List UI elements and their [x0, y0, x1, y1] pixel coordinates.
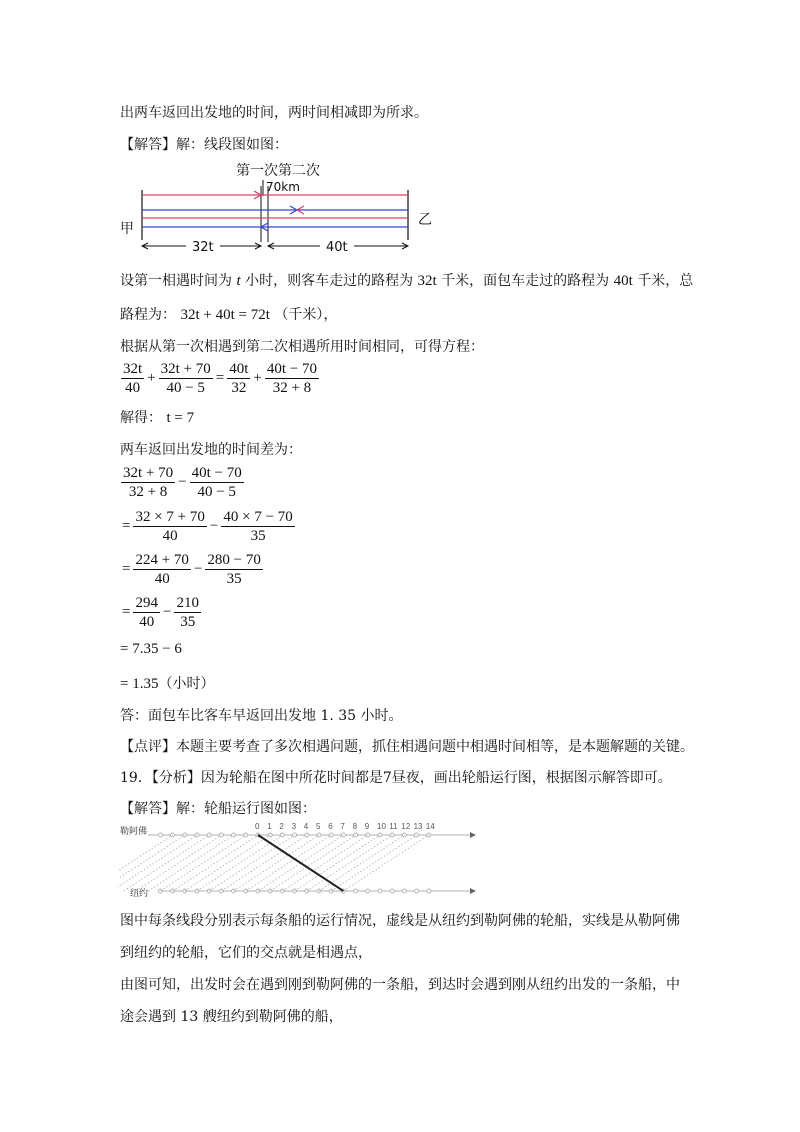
tick-label: 11 [389, 822, 398, 831]
schedule-node [366, 889, 370, 893]
ny-to-lehavre-ship-line [221, 835, 306, 891]
calc-step-3: = $\frac{224 + 70}{40}$ − $\frac{280 - 70}{35}$ [122, 552, 261, 587]
schedule-node [305, 889, 309, 893]
ny-to-lehavre-ship-line [136, 835, 221, 891]
segment-label-40t: 40t [326, 240, 348, 255]
ny-to-lehavre-ship-line [118, 835, 173, 891]
tick-label: 2 [279, 822, 284, 831]
tick-label: 9 [364, 822, 370, 831]
text-line: 由图可知，出发时会在遇到刚到勒阿佛的一条船，到达时会遇到刚从纽约出发的一条船，中 [120, 977, 680, 993]
label-yi: 乙 [418, 212, 432, 228]
tick-label: 13 [413, 822, 423, 831]
ny-to-lehavre-ship-line [295, 835, 380, 891]
ny-to-lehavre-ship-line [246, 835, 331, 891]
schedule-node [427, 889, 431, 893]
tick-label: 3 [291, 822, 297, 831]
diagram-distance-label: 70km [266, 180, 300, 194]
ny-to-lehavre-ship-line [148, 835, 233, 891]
text-line: 出两车返回出发地的时间，两时间相减即为所求。 [120, 105, 428, 121]
station-label-bottom: 纽约 [130, 889, 149, 899]
schedule-node [158, 833, 162, 837]
tick-label: 14 [425, 822, 435, 831]
tick-label: 1 [267, 822, 272, 831]
tick-label: 8 [352, 822, 358, 831]
segment-diagram [118, 158, 438, 258]
answer-heading: 【解答】解：线段图如图： [120, 137, 288, 153]
text-line: 两车返回出发地的时间差为： [120, 442, 302, 458]
tick-label: 4 [303, 822, 309, 831]
tick-label: 12 [401, 822, 411, 831]
segment-label-32t: 32t [192, 240, 214, 255]
ny-to-lehavre-ship-line [307, 835, 392, 891]
schedule-node [219, 889, 223, 893]
ny-to-lehavre-ship-line [270, 835, 355, 891]
equation: $\frac{32t}{40}$ + $\frac{32t + 70}{40 - 5}$ = $\frac{40t}{32}$ + $\frac{40t - 70}{32 + 8}$ [123, 361, 318, 396]
calc-step-2: = $\frac{32 \times 7 + 70}{40}$ − $\frac{40 \times 7 - 70}{35}$ [122, 509, 293, 544]
comment-line: 【点评】本题主要考查了多次相遇问题，抓住相遇问题中相遇时间相等，是本题解题的关键。 [120, 739, 694, 755]
ny-to-lehavre-ship-line [331, 835, 416, 891]
ny-to-lehavre-ship-line [173, 835, 258, 891]
tick-label: 10 [377, 822, 386, 831]
tick-label: 0 [255, 822, 260, 831]
text-line: 解得： t = 7 [120, 410, 195, 426]
calc-step-6: = 1.35（小时） [120, 676, 215, 692]
station-label-top: 勒阿佛 [120, 827, 148, 837]
answer-heading: 【解答】解：轮船运行图如图： [120, 801, 316, 817]
calc-step-5: = 7.35 − 6 [120, 641, 182, 657]
ship-schedule-diagram [118, 818, 488, 900]
calc-step-1: $\frac{32t + 70}{32 + 8}$ − $\frac{40t - 70}{40 - 5}$ [123, 465, 242, 500]
tick-label: 7 [340, 822, 345, 831]
text-line: 途会遇到 13 艘纽约到勒阿佛的船， [120, 1009, 343, 1025]
ny-to-lehavre-ship-line [343, 835, 428, 891]
calc-step-4: = $\frac{294}{40}$ − $\frac{210}{35}$ [122, 595, 199, 630]
schedule-node [354, 889, 358, 893]
tick-label: 6 [328, 822, 333, 831]
schedule-node [415, 889, 419, 893]
ny-to-lehavre-ship-line [118, 835, 185, 891]
ny-to-lehavre-ship-line [282, 835, 367, 891]
tick-label: 5 [316, 822, 321, 831]
schedule-node [158, 889, 162, 893]
text-line: 图中每条线段分别表示每条船的运行情况，虚线是从纽约到勒阿佛的轮船，实线是从勒阿佛 [120, 913, 680, 929]
ny-to-lehavre-ship-line [185, 835, 270, 891]
schedule-node [390, 889, 394, 893]
text-line: 到纽约的轮船，它们的交点就是相遇点， [120, 945, 372, 961]
ny-to-lehavre-ship-line [234, 835, 319, 891]
text-line: 根据从第一次相遇到第二次相遇所用时间相同，可得方程： [120, 339, 484, 355]
label-jia: 甲 [120, 221, 134, 237]
text-line: 路程为： 32t + 40t = 72t （千米）， [120, 307, 338, 323]
text-line: 设第一相遇时间为 t 小时，则客车走过的路程为 32t 千米，面包车走过的路程为 40t 千米，总 [120, 273, 694, 289]
analysis-line: 19．【分析】因为轮船在图中所花时间都是7昼夜，画出轮船运行图，根据图示解答即可。 [120, 770, 672, 786]
ny-to-lehavre-ship-line [209, 835, 294, 891]
ny-to-lehavre-ship-line [160, 835, 245, 891]
schedule-node [171, 833, 175, 837]
schedule-node [402, 889, 406, 893]
schedule-node [378, 889, 382, 893]
ny-to-lehavre-ship-line [124, 835, 209, 891]
axis-arrow [470, 832, 476, 838]
axis-arrow [470, 888, 476, 894]
answer-line: 答：面包车比客车早返回出发地 1. 35 小时。 [120, 708, 403, 724]
diagram-title: 第一次第二次 [236, 163, 320, 179]
